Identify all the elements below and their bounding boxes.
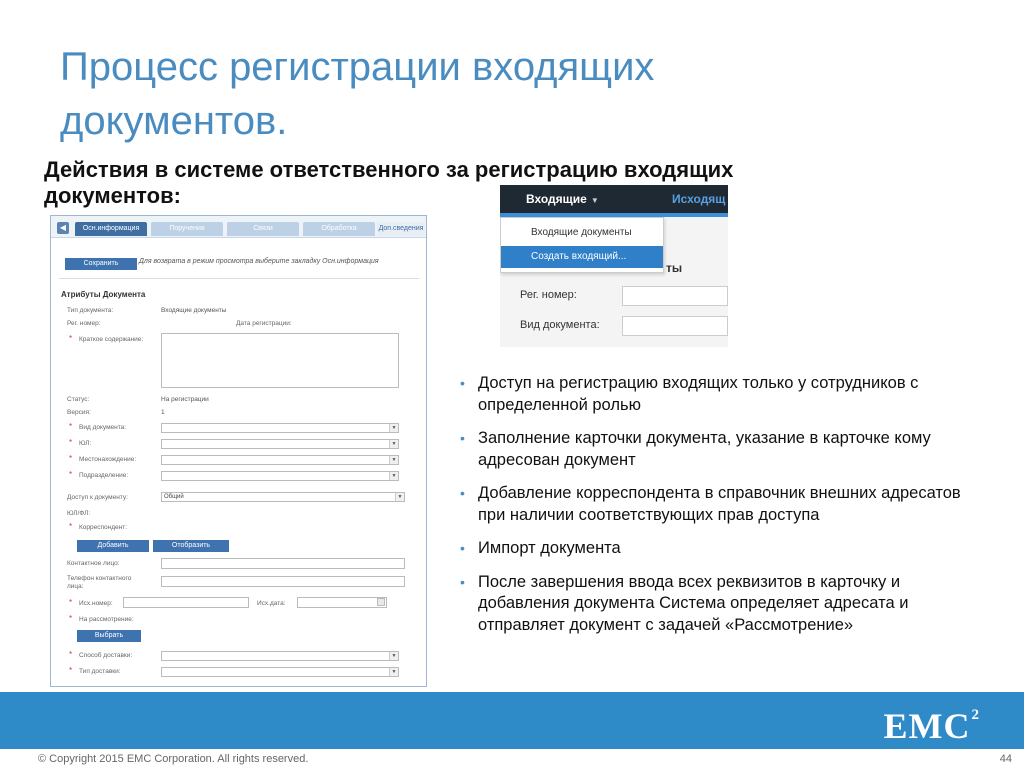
contact-label: Контактное лицо: — [67, 560, 120, 567]
calendar-icon[interactable] — [377, 598, 385, 606]
chevron-down-icon: ▼ — [389, 472, 398, 480]
delivery-type-label: Тип доставки: — [79, 668, 121, 675]
panel-heading: ты — [666, 261, 683, 275]
slide-title: Процесс регистрации входящих документов. — [60, 45, 655, 143]
delivery-type-select[interactable] — [161, 667, 399, 677]
bullet-dot-icon: • — [460, 375, 465, 391]
menu-item-incoming-docs[interactable]: Входящие документы — [531, 227, 632, 238]
doc-kind-select[interactable] — [161, 423, 399, 433]
phone-label: Телефон контактного лица: — [67, 575, 132, 590]
bullet-text: Доступ на регистрацию входящих только у сотрудников с определенной ролью — [478, 374, 919, 414]
bullet-item — [460, 483, 990, 526]
required-marker: * — [69, 614, 73, 623]
chevron-down-icon: ▼ — [389, 652, 398, 660]
chevron-down-icon: ▼ — [395, 493, 404, 501]
select-reviewer-button[interactable]: Выбрать — [77, 630, 141, 642]
required-marker: * — [69, 454, 73, 463]
return-hint: Для возврата в режим просмотра выберите закладку Осн.информация — [139, 258, 379, 265]
bullet-dot-icon: • — [460, 540, 465, 556]
required-marker: * — [69, 438, 73, 447]
legal-entity-label: ЮЛ: — [79, 440, 92, 447]
incoming-menu[interactable] — [526, 192, 599, 206]
correspondent-label: Корреспондент: — [79, 524, 128, 531]
summary-textarea[interactable] — [161, 333, 399, 388]
required-marker: * — [69, 650, 73, 659]
bullet-text: Заполнение карточки документа, указание в карточке кому адресован документ — [478, 429, 931, 469]
save-button[interactable]: Сохранить — [65, 258, 137, 270]
required-marker: * — [69, 422, 73, 431]
required-marker: * — [69, 666, 73, 675]
back-arrow-icon[interactable]: ◀ — [57, 222, 69, 234]
logo-superscript: 2 — [971, 707, 980, 723]
bullet-item — [460, 428, 990, 471]
emc-logo — [884, 705, 981, 747]
bullet-list — [460, 373, 990, 648]
status-value: На регистрации — [161, 396, 209, 403]
chevron-down-icon: ▼ — [389, 424, 398, 432]
legal-entity-select[interactable] — [161, 439, 399, 449]
bullet-item — [460, 572, 990, 637]
contact-input[interactable] — [161, 558, 405, 569]
out-number-input[interactable] — [123, 597, 249, 608]
bullet-dot-icon: • — [460, 485, 465, 501]
version-label: Версия: — [67, 409, 91, 416]
phone-input[interactable] — [161, 576, 405, 587]
bullet-item — [460, 373, 990, 416]
division-select[interactable] — [161, 471, 399, 481]
copyright-text: © Copyright 2015 EMC Corporation. All rights reserved. — [38, 753, 309, 765]
out-number-label: Исх.номер: — [79, 600, 113, 607]
menu-doc-kind-label: Вид документа: — [520, 319, 600, 331]
required-marker: * — [69, 470, 73, 479]
outgoing-menu[interactable]: Исходящ — [672, 192, 726, 206]
version-value: 1 — [161, 409, 165, 416]
incoming-menu-label: Входящие — [526, 192, 587, 206]
form-tabs — [51, 216, 426, 238]
required-marker: * — [69, 598, 73, 607]
bullet-text: После завершения ввода всех реквизитов в карточку и добавления документа Система определяет адресата и отправляет документ с задачей «Рассмотрение» — [478, 572, 909, 634]
division-label: Подразделение: — [79, 472, 129, 479]
tab-extra-info[interactable]: Доп.сведения — [377, 222, 425, 236]
bullet-text: Импорт документа — [478, 539, 621, 557]
menu-doc-kind-input[interactable] — [622, 316, 728, 336]
delivery-method-label: Способ доставки: — [79, 652, 133, 659]
access-value: Общий — [164, 494, 184, 500]
required-marker: * — [69, 522, 73, 531]
menu-reg-number-label: Рег. номер: — [520, 289, 577, 301]
reg-date-label: Дата регистрации: — [236, 320, 292, 327]
access-select[interactable] — [161, 492, 405, 502]
document-card-form — [50, 215, 427, 687]
top-navbar — [500, 185, 728, 213]
review-label: На рассмотрение: — [79, 616, 134, 623]
out-date-input[interactable] — [297, 597, 387, 608]
doc-type-value: Входящие документы — [161, 307, 227, 314]
status-label: Статус: — [67, 396, 90, 403]
tab-assignments[interactable]: Поручения — [151, 222, 223, 236]
incoming-menu-screenshot — [500, 185, 728, 347]
delivery-method-select[interactable] — [161, 651, 399, 661]
location-select[interactable] — [161, 455, 399, 465]
bullet-dot-icon: • — [460, 573, 465, 590]
slide-subtitle: Действия в системе ответственного за регистрацию входящих документов: — [44, 157, 734, 208]
tab-main-info[interactable]: Осн.информация — [75, 222, 147, 236]
required-marker: * — [69, 334, 73, 343]
out-date-label: Исх.дата: — [257, 600, 286, 607]
summary-label: Краткое содержание: — [79, 336, 144, 343]
chevron-down-icon: ▼ — [389, 440, 398, 448]
divider — [59, 278, 419, 279]
chevron-down-icon: ▼ — [389, 668, 398, 676]
show-correspondent-button[interactable]: Отобразить — [153, 540, 229, 552]
attributes-section-title: Атрибуты Документа — [61, 290, 146, 299]
caret-down-icon: ▼ — [590, 196, 599, 205]
bullet-text: Добавление корреспондента в справочник внешних адресатов при наличии соответствующих прав доступа — [478, 484, 961, 524]
doc-type-label: Тип документа: — [67, 307, 114, 314]
menu-reg-number-input[interactable] — [622, 286, 728, 306]
menu-item-create-incoming[interactable]: Создать входящий... — [501, 246, 663, 268]
access-label: Доступ к документу: — [67, 494, 128, 501]
doc-kind-label: Вид документа: — [79, 424, 127, 431]
chevron-down-icon: ▼ — [389, 456, 398, 464]
footer-bar — [0, 692, 1024, 749]
ulfl-label: ЮЛ/ФЛ: — [67, 510, 91, 517]
logo-text: EMC — [883, 706, 971, 746]
location-label: Местонахождение: — [79, 456, 137, 463]
tab-links[interactable]: Связи — [227, 222, 299, 236]
add-correspondent-button[interactable]: Добавить — [77, 540, 149, 552]
incoming-dropdown — [500, 217, 664, 273]
page-number: 44 — [999, 753, 1012, 765]
bullet-item — [460, 538, 990, 560]
bullet-dot-icon: • — [460, 430, 465, 446]
reg-number-label: Рег. номер: — [67, 320, 101, 327]
tab-processing[interactable]: Обработка — [303, 222, 375, 236]
